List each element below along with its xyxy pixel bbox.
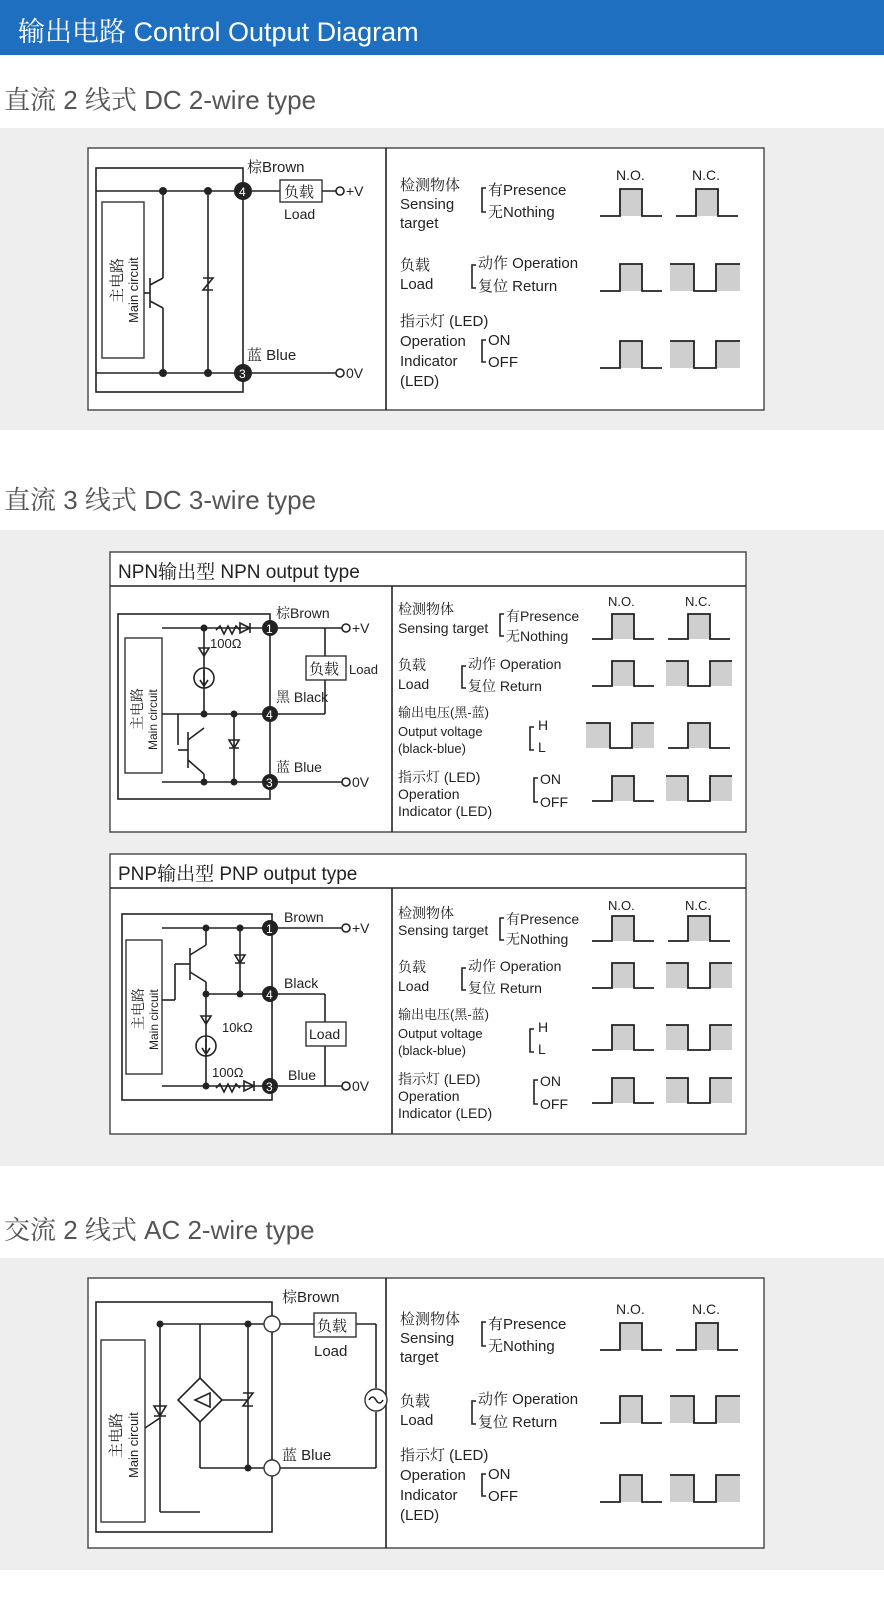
svg-text:Indicator: Indicator [400, 1487, 458, 1504]
svg-text:Load: Load [398, 978, 430, 994]
section-title-ac2: 交流 2 线式 AC 2-wire type [4, 1215, 315, 1245]
svg-text:+V: +V [346, 183, 364, 199]
svg-text:检测物体: 检测物体 [400, 1311, 461, 1328]
svg-text:动作 Operation: 动作 Operation [478, 255, 579, 272]
svg-text:Sensing target: Sensing target [398, 620, 489, 636]
svg-text:主电路: 主电路 [108, 1412, 125, 1458]
svg-text:Sensing target: Sensing target [398, 922, 489, 938]
svg-text:OFF: OFF [488, 1488, 518, 1505]
svg-text:负载: 负载 [398, 959, 426, 975]
svg-text:4: 4 [239, 185, 246, 199]
svg-text:L: L [538, 739, 546, 755]
page-title: 输出电路 Control Output Diagram [18, 17, 419, 47]
svg-text:OFF: OFF [488, 354, 518, 371]
section-title-dc3: 直流 3 线式 DC 3-wire type [4, 485, 317, 515]
blue-label: 蓝 Blue [247, 347, 297, 364]
main-circuit-en: Main circuit [126, 257, 141, 323]
svg-text:N.C.: N.C. [685, 594, 711, 609]
svg-text:Load: Load [314, 1343, 348, 1360]
svg-text:H: H [538, 1019, 549, 1035]
svg-text:棕Brown: 棕Brown [282, 1289, 340, 1306]
svg-text:(black-blue): (black-blue) [398, 741, 466, 756]
svg-text:0V: 0V [352, 774, 370, 790]
svg-text:Output voltage: Output voltage [398, 724, 483, 739]
svg-text:Indicator: Indicator [400, 353, 458, 370]
svg-text:100Ω: 100Ω [212, 1065, 244, 1080]
svg-text:10kΩ: 10kΩ [222, 1020, 253, 1035]
svg-text:Operation: Operation [400, 333, 466, 350]
svg-text:Load: Load [398, 676, 430, 692]
svg-text:3: 3 [266, 776, 273, 790]
svg-text:检测物体: 检测物体 [398, 905, 454, 921]
svg-text:3: 3 [266, 1080, 273, 1094]
svg-text:Main circuit: Main circuit [146, 689, 160, 750]
svg-text:Load: Load [309, 1026, 341, 1042]
svg-text:100Ω: 100Ω [210, 636, 242, 651]
svg-text:N.C.: N.C. [685, 898, 711, 913]
svg-text:Blue: Blue [288, 1067, 317, 1083]
svg-text:Sensing: Sensing [400, 1330, 455, 1347]
svg-text:+V: +V [352, 920, 370, 936]
svg-text:Main circuit: Main circuit [147, 989, 161, 1050]
svg-text:(LED): (LED) [400, 373, 440, 390]
panel-dc2 [0, 128, 884, 430]
svg-text:N.C.: N.C. [692, 167, 720, 183]
svg-text:H: H [538, 717, 549, 733]
svg-text:复位 Return: 复位 Return [468, 678, 542, 694]
svg-text:target: target [400, 1349, 439, 1366]
svg-text:负载: 负载 [398, 657, 426, 673]
diagram-ac2 [0, 1258, 884, 1570]
svg-text:Operation: Operation [398, 1088, 460, 1104]
svg-text:指示灯 (LED): 指示灯 (LED) [398, 1071, 481, 1087]
svg-text:复位 Return: 复位 Return [478, 1414, 558, 1431]
svg-text:Load: Load [400, 276, 434, 293]
svg-text:输出电压(黑-蓝): 输出电压(黑-蓝) [398, 1007, 489, 1022]
svg-text:N.O.: N.O. [608, 898, 635, 913]
svg-text:指示灯 (LED): 指示灯 (LED) [400, 313, 489, 330]
svg-text:0V: 0V [346, 365, 364, 381]
svg-text:动作 Operation: 动作 Operation [468, 958, 562, 974]
svg-text:无Nothing: 无Nothing [506, 628, 569, 644]
svg-text:有Presence: 有Presence [506, 911, 580, 927]
svg-text:N.O.: N.O. [616, 167, 645, 183]
svg-text:OFF: OFF [540, 1096, 568, 1112]
header-bar [0, 0, 884, 55]
svg-text:1: 1 [266, 922, 273, 936]
svg-text:4: 4 [266, 988, 273, 1002]
svg-text:负载: 负载 [309, 661, 340, 678]
diagram-dc2 [0, 128, 884, 430]
svg-text:指示灯 (LED): 指示灯 (LED) [398, 769, 481, 785]
svg-text:蓝 Blue: 蓝 Blue [276, 759, 322, 775]
svg-text:负载: 负载 [400, 257, 431, 274]
svg-text:OFF: OFF [540, 794, 568, 810]
svg-text:ON: ON [488, 1466, 511, 1483]
svg-text:棕Brown: 棕Brown [276, 605, 330, 621]
svg-text:(LED): (LED) [400, 1507, 440, 1524]
panel-dc3 [0, 530, 884, 1166]
svg-text:有Presence: 有Presence [488, 1316, 567, 1333]
terminal-brown [264, 1316, 280, 1332]
svg-text:Indicator (LED): Indicator (LED) [398, 1105, 493, 1121]
npn-title: NPN输出型 NPN output type [118, 562, 360, 583]
svg-text:蓝 Blue: 蓝 Blue [282, 1447, 332, 1464]
svg-text:Brown: Brown [284, 909, 324, 925]
diagram-dc3 [0, 530, 884, 1166]
svg-text:Output voltage: Output voltage [398, 1026, 483, 1041]
svg-text:无Nothing: 无Nothing [488, 204, 555, 221]
svg-text:(black-blue): (black-blue) [398, 1043, 466, 1058]
svg-text:主电路: 主电路 [129, 688, 145, 730]
svg-text:无Nothing: 无Nothing [488, 1338, 555, 1355]
svg-text:负载: 负载 [317, 1318, 348, 1335]
svg-text:主电路: 主电路 [130, 988, 146, 1030]
svg-text:动作 Operation: 动作 Operation [468, 656, 562, 672]
svg-text:3: 3 [239, 367, 246, 381]
svg-text:target: target [400, 215, 439, 232]
svg-text:检测物体: 检测物体 [400, 177, 461, 194]
svg-text:Load: Load [400, 1412, 434, 1429]
svg-text:N.C.: N.C. [692, 1301, 720, 1317]
svg-text:ON: ON [488, 332, 511, 349]
svg-text:ON: ON [540, 771, 561, 787]
svg-text:Load: Load [349, 662, 378, 677]
svg-text:输出电压(黑-蓝): 输出电压(黑-蓝) [398, 705, 489, 720]
svg-text:ON: ON [540, 1073, 561, 1089]
brown-label: 棕Brown [247, 159, 305, 176]
svg-text:复位 Return: 复位 Return [468, 980, 542, 996]
svg-text:动作 Operation: 动作 Operation [478, 1391, 579, 1408]
svg-text:有Presence: 有Presence [488, 182, 567, 199]
panel-ac2 [0, 1258, 884, 1570]
svg-text:L: L [538, 1041, 546, 1057]
pnp-title: PNP输出型 PNP output type [118, 864, 358, 885]
svg-text:负载: 负载 [284, 184, 315, 201]
svg-text:N.O.: N.O. [616, 1301, 645, 1317]
svg-text:指示灯 (LED): 指示灯 (LED) [400, 1447, 489, 1464]
svg-text:N.O.: N.O. [608, 594, 635, 609]
svg-text:0V: 0V [352, 1078, 370, 1094]
svg-text:Black: Black [284, 975, 319, 991]
svg-text:+V: +V [352, 620, 370, 636]
terminal-blue [264, 1460, 280, 1476]
svg-text:Sensing: Sensing [400, 196, 455, 213]
svg-text:Indicator (LED): Indicator (LED) [398, 803, 493, 819]
svg-text:Load: Load [284, 206, 316, 222]
svg-text:有Presence: 有Presence [506, 608, 580, 624]
svg-text:复位 Return: 复位 Return [478, 278, 558, 295]
svg-text:Main circuit: Main circuit [126, 1412, 141, 1478]
svg-text:Operation: Operation [398, 786, 460, 802]
svg-text:负载: 负载 [400, 1393, 431, 1410]
svg-text:检测物体: 检测物体 [398, 601, 454, 617]
svg-text:4: 4 [266, 708, 273, 722]
svg-text:Operation: Operation [400, 1467, 466, 1484]
section-title-dc2: 直流 2 线式 DC 2-wire type [4, 85, 317, 115]
svg-text:黑 Black: 黑 Black [276, 689, 329, 705]
svg-text:无Nothing: 无Nothing [506, 931, 569, 947]
main-circuit-cn: 主电路 [109, 257, 126, 303]
svg-text:1: 1 [266, 622, 273, 636]
